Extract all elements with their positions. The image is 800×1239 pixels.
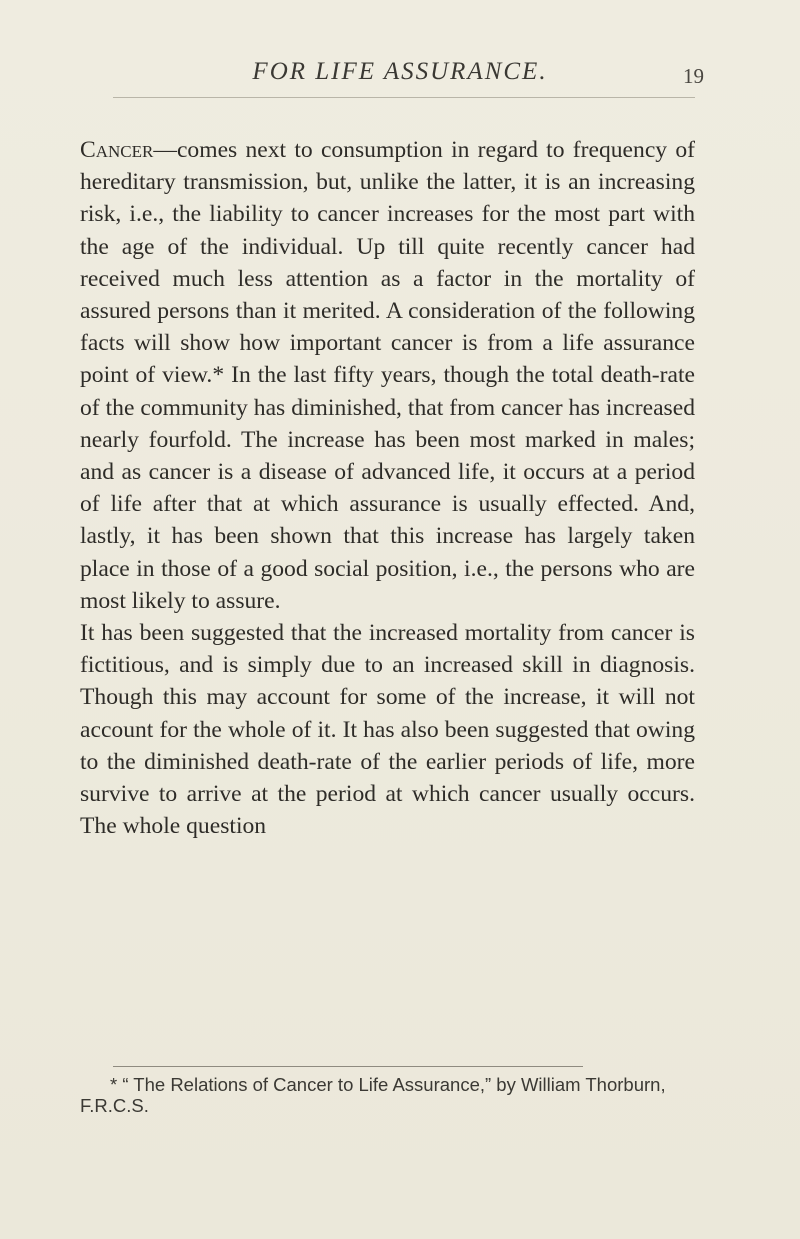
paragraph-suggested (80, 617, 695, 842)
footnote-rule (113, 1066, 583, 1067)
body-text (80, 134, 695, 842)
paragraph-cancer (80, 134, 695, 617)
paragraph-text: It has been suggested that the increased mortality from cancer is fictitious, and is simply due to an increased skill in diagnosis. Though this may account for some of the increase, it will not account for the whole of it. It has also been suggested that owing to the diminished death-rate of the earlier periods of life, more survive to arrive at the period at which cancer usually occurs. The whole question (80, 620, 695, 840)
paragraph-text: —comes next to consumption in regard to frequency of hereditary transmission, but, unlike the latter, it is an increasing risk, i.e., the liability to cancer increases for the most part with the age of the individual. Up till quite recently cancer had received much less attention as a factor in the mortality of assured persons than it merited. A consideration of the following facts will show how important cancer is from a life assurance point of view.* In the last fifty years, though the total death-rate of the community has diminished, that from cancer has increased nearly fourfold. The increase has been most marked in males; and as cancer is a disease of advanced life, it occurs at a period of life after that at which assurance is usually effected. And, lastly, it has been shown that this increase has largely taken place in those of a good social position, i.e., the persons who are most likely to assure. (80, 137, 695, 614)
running-head (0, 58, 800, 98)
footnote: * “ The Relations of Cancer to Life Assurance,” by William Thorburn, F.R.C.S. (80, 1074, 666, 1116)
header-rule (113, 97, 695, 98)
page-number: 19 (683, 64, 704, 88)
paragraph-lead-word: Cancer (80, 137, 154, 163)
running-title: FOR LIFE ASSURANCE. (252, 58, 548, 85)
